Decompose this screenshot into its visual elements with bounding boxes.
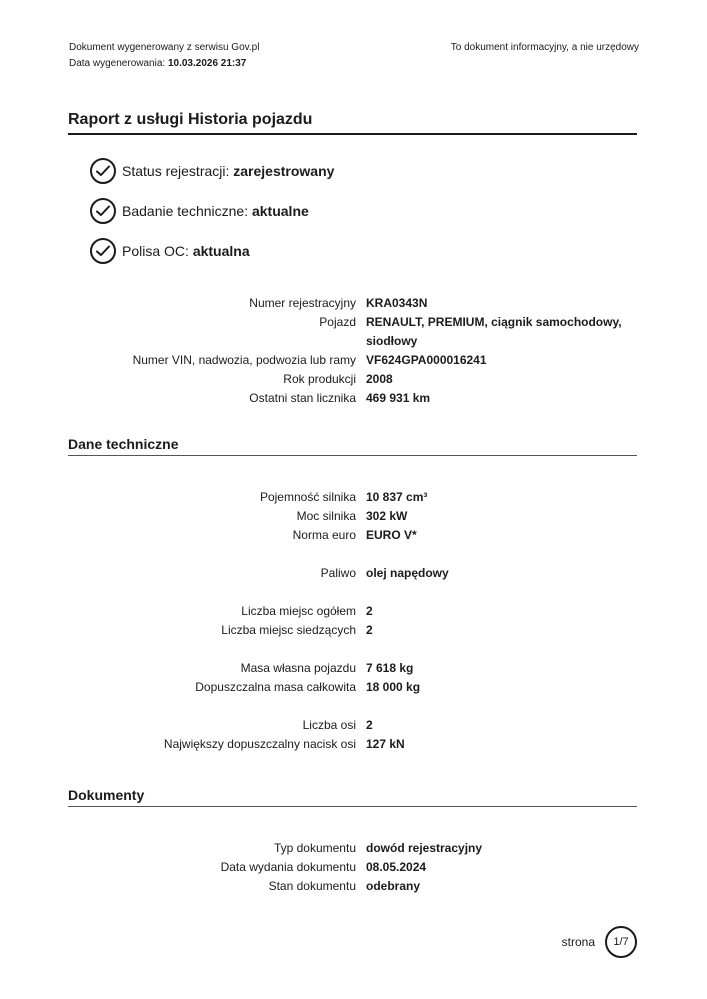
tech-info bbox=[68, 488, 637, 754]
kv-row bbox=[68, 858, 637, 877]
kv-row bbox=[68, 564, 637, 583]
kv-value: VF624GPA000016241 bbox=[366, 353, 487, 367]
kv-row bbox=[68, 839, 637, 858]
status-label: Polisa OC: bbox=[122, 243, 189, 259]
section-title-tech: Dane techniczne bbox=[68, 436, 637, 456]
section-title-documents: Dokumenty bbox=[68, 787, 637, 807]
kv-row bbox=[68, 370, 637, 389]
page-number-badge: 1/7 bbox=[605, 926, 637, 958]
kv-value: odebrany bbox=[366, 879, 421, 893]
kv-key: Moc silnika bbox=[296, 509, 356, 523]
kv-key: Numer VIN, nadwozia, podwozia lub ramy bbox=[132, 353, 356, 367]
kv-key: Największy dopuszczalny nacisk osi bbox=[163, 737, 356, 751]
kv-value: olej napędowy bbox=[366, 566, 449, 580]
kv-key: Numer rejestracyjny bbox=[249, 296, 356, 310]
kv-key: Data wydania dokumentu bbox=[220, 860, 356, 874]
status-value: zarejestrowany bbox=[233, 163, 335, 179]
status-inspection bbox=[90, 198, 334, 224]
generated-date-value: 10.03.2026 21:37 bbox=[167, 58, 247, 69]
kv-value: dowód rejestracyjny bbox=[366, 841, 483, 855]
kv-value: RENAULT, PREMIUM, ciągnik samochodowy, bbox=[366, 315, 622, 329]
page-label: strona bbox=[561, 935, 595, 949]
kv-row bbox=[68, 526, 637, 545]
kv-value: 7 618 kg bbox=[366, 661, 414, 675]
report-title: Raport z usługi Historia pojazdu bbox=[68, 111, 637, 135]
kv-value: EURO V* bbox=[366, 528, 417, 542]
status-label: Status rejestracji: bbox=[122, 163, 230, 179]
kv-row bbox=[68, 602, 637, 621]
kv-row bbox=[68, 389, 637, 408]
kv-key: Dopuszczalna masa całkowita bbox=[195, 680, 356, 694]
generated-date-label: Data wygenerowania: bbox=[69, 58, 166, 69]
kv-value-cont: siodłowy bbox=[366, 334, 418, 348]
kv-row bbox=[68, 621, 637, 640]
kv-value: 127 kN bbox=[366, 737, 405, 751]
kv-key: Liczba osi bbox=[302, 718, 356, 732]
kv-key: Ostatni stan licznika bbox=[249, 391, 356, 405]
disclaimer-text: To dokument informacyjny, a nie urzędowy bbox=[450, 42, 639, 53]
kv-value: 469 931 km bbox=[366, 391, 431, 405]
kv-key: Pojazd bbox=[319, 315, 356, 329]
kv-row bbox=[68, 659, 637, 678]
status-value: aktualna bbox=[192, 243, 250, 259]
kv-row bbox=[68, 507, 637, 526]
page-footer bbox=[562, 926, 637, 958]
status-label: Badanie techniczne: bbox=[122, 203, 249, 219]
kv-row bbox=[68, 294, 637, 313]
check-circle-icon bbox=[90, 198, 116, 224]
document-header-left bbox=[69, 40, 259, 72]
documents-info bbox=[68, 839, 637, 896]
kv-key: Masa własna pojazdu bbox=[240, 661, 356, 675]
kv-key: Norma euro bbox=[292, 528, 356, 542]
kv-value: 2008 bbox=[366, 372, 393, 386]
kv-row bbox=[68, 488, 637, 507]
generated-from-text: Dokument wygenerowany z serwisu Gov.pl bbox=[69, 42, 260, 53]
kv-key: Pojemność silnika bbox=[259, 490, 356, 504]
check-circle-icon bbox=[90, 238, 116, 264]
kv-value: 10 837 cm³ bbox=[366, 490, 428, 504]
kv-value: 2 bbox=[366, 718, 373, 732]
check-circle-icon bbox=[90, 158, 116, 184]
kv-key: Stan dokumentu bbox=[268, 879, 356, 893]
status-registration bbox=[90, 158, 334, 184]
kv-value: 18 000 kg bbox=[366, 680, 421, 694]
kv-row bbox=[68, 735, 637, 754]
kv-row bbox=[68, 678, 637, 697]
kv-key: Liczba miejsc ogółem bbox=[241, 604, 356, 618]
kv-key: Rok produkcji bbox=[283, 372, 356, 386]
kv-value: 08.05.2024 bbox=[366, 860, 427, 874]
kv-row bbox=[68, 351, 637, 370]
kv-row bbox=[68, 716, 637, 735]
kv-key: Paliwo bbox=[320, 566, 356, 580]
status-insurance bbox=[90, 238, 334, 264]
kv-value: 2 bbox=[366, 623, 373, 637]
generated-date bbox=[69, 56, 259, 72]
kv-value: 2 bbox=[366, 604, 373, 618]
vehicle-info bbox=[68, 294, 637, 408]
kv-row bbox=[68, 313, 637, 351]
kv-value: 302 kW bbox=[366, 509, 408, 523]
kv-key: Typ dokumentu bbox=[273, 841, 356, 855]
status-value: aktualne bbox=[251, 203, 309, 219]
status-list bbox=[90, 158, 334, 278]
kv-row bbox=[68, 877, 637, 896]
kv-key: Liczba miejsc siedzących bbox=[221, 623, 356, 637]
kv-value: KRA0343N bbox=[366, 296, 428, 310]
